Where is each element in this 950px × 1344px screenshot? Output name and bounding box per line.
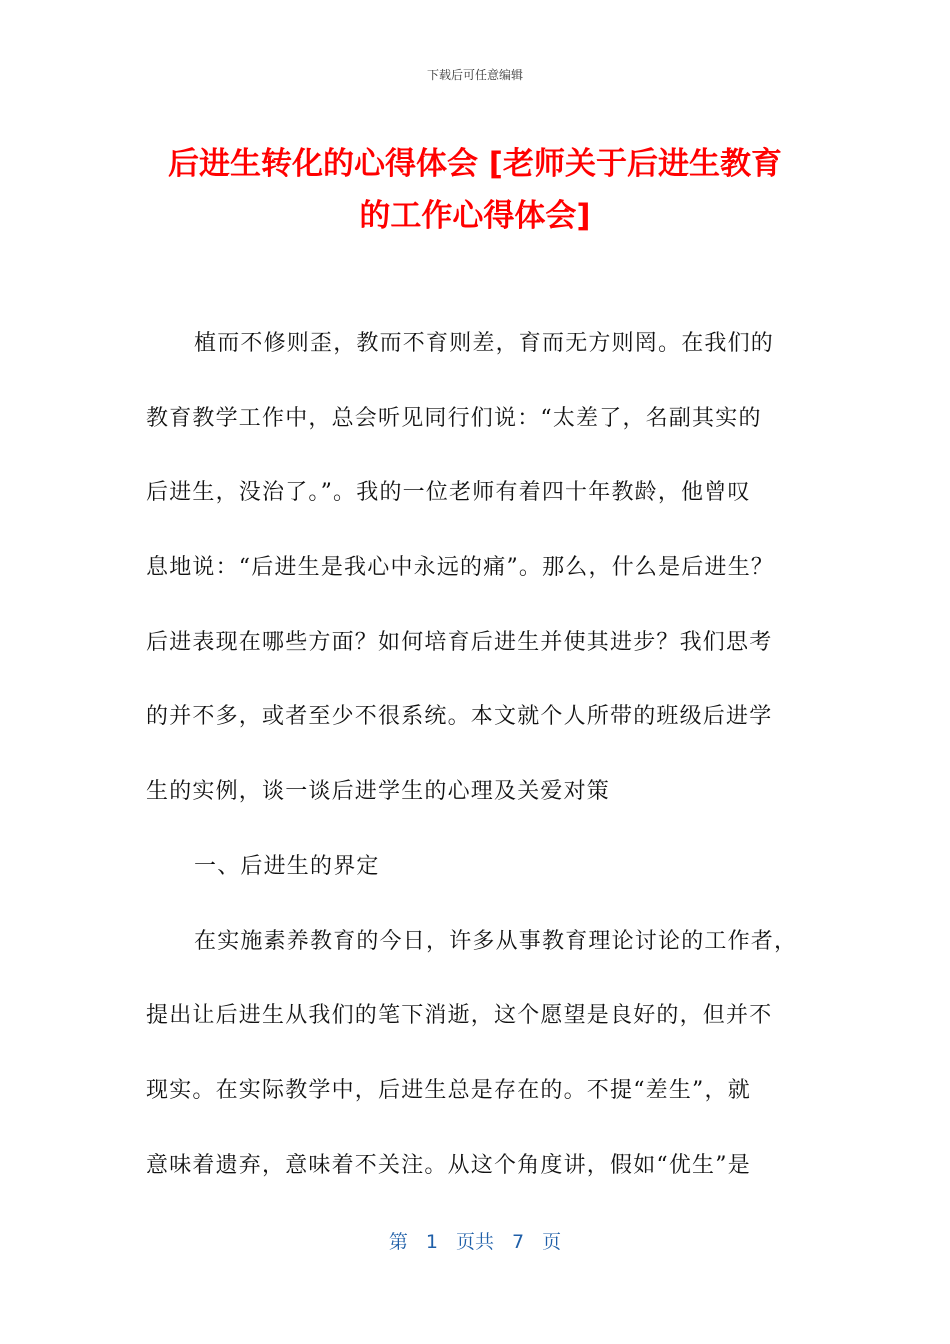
paragraph-line: 植而不修则歪，教而不育则差，育而无方则罔。在我们的 bbox=[194, 331, 775, 356]
header-note: 下载后可任意编辑 bbox=[426, 68, 523, 82]
paragraph-line: 在实施素养教育的今日，许多从事教育理论讨论的工作者， bbox=[194, 928, 798, 954]
paragraph-line: 提出让后进生从我们的笔下消逝，这个愿望是良好的，但并不 bbox=[146, 1003, 773, 1029]
section-heading: 一、后进生的界定 bbox=[194, 853, 380, 879]
page-total: 7 bbox=[512, 1231, 525, 1253]
paragraph-line: 生的实例，谈一谈后进学生的心理及关爱对策 bbox=[146, 779, 611, 805]
title-line-1: 后进生转化的心得体会 [老师关于后进生教育 bbox=[168, 146, 782, 182]
paragraph-line: 现实。在实际教学中，后进生总是存在的。不提“差生”，就 bbox=[146, 1077, 751, 1103]
paragraph-line: 的并不多，或者至少不很系统。本文就个人所带的班级后进学 bbox=[146, 704, 773, 730]
paragraph-line: 后进表现在哪些方面？如何培育后进生并使其进步？我们思考 bbox=[146, 629, 773, 655]
page-current: 1 bbox=[425, 1231, 438, 1253]
document-title bbox=[120, 138, 830, 242]
paragraph-line: 后进生，没治了。”。我的一位老师有着四十年教龄，他曾叹 bbox=[146, 480, 751, 506]
page-suffix: 页 bbox=[542, 1231, 562, 1253]
page-footer bbox=[0, 1227, 950, 1254]
page-prefix: 第 bbox=[388, 1231, 408, 1253]
page-middle: 页共 bbox=[455, 1231, 494, 1253]
title-line-2: 的工作心得体会] bbox=[359, 198, 591, 234]
paragraph-line: 教育教学工作中，总会听见同行们说：“太差了，名副其实的 bbox=[146, 405, 762, 431]
paragraph-line: 息地说：“后进生是我心中永远的痛”。那么，什么是后进生？ bbox=[146, 555, 775, 581]
paragraph-line: 意味着遗弃，意味着不关注。从这个角度讲，假如“优生”是 bbox=[146, 1152, 751, 1178]
document-body bbox=[146, 318, 806, 1214]
